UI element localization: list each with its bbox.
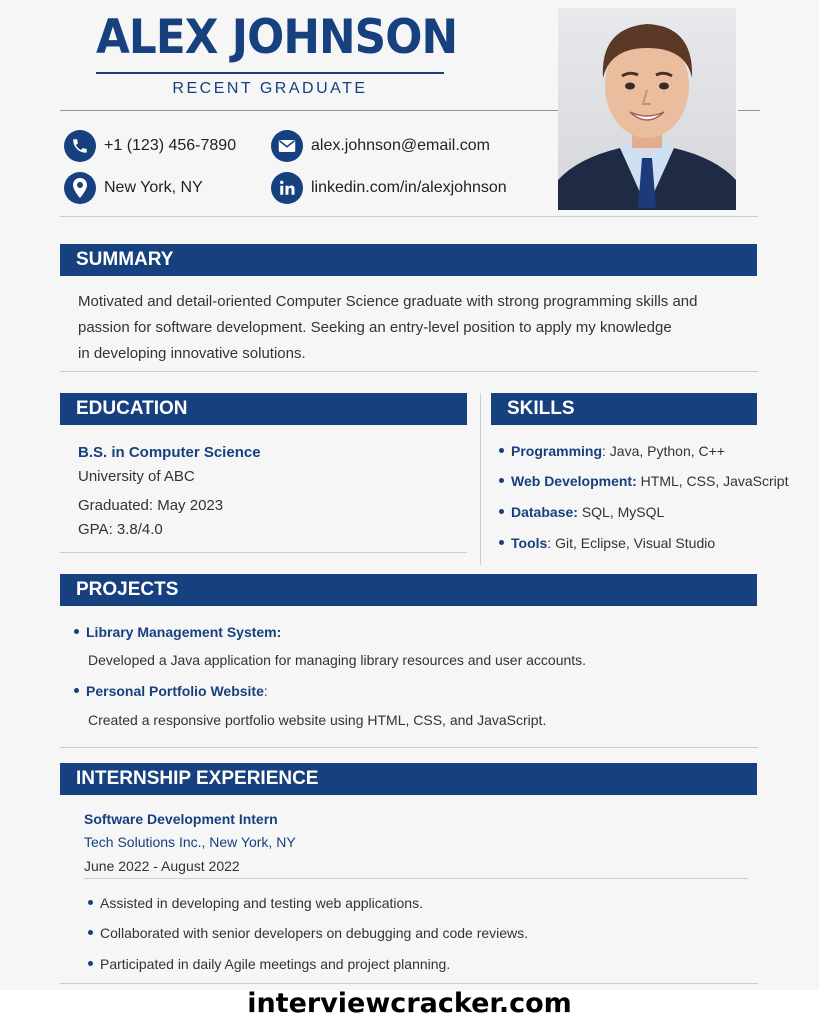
profile-photo (558, 8, 736, 210)
skill-label: Web Development: (511, 473, 637, 489)
skill-value: Git, Eclipse, Visual Studio (555, 535, 716, 551)
project-title-colon: : (263, 683, 268, 699)
bullet-icon (88, 900, 93, 905)
bullet-icon (499, 448, 504, 453)
education-graduated: Graduated: May 2023 (78, 497, 224, 514)
location-pin-icon (64, 172, 96, 204)
skill-value: Java, Python, C++ (609, 443, 725, 459)
email-text: alex.johnson@email.com (311, 137, 490, 154)
internship-dates: June 2022 - August 2022 (84, 858, 240, 874)
skill-sep: : (547, 535, 556, 551)
linkedin-icon (271, 172, 303, 204)
summary-line: Motivated and detail-oriented Computer Science graduate with strong programming skills and (78, 293, 698, 310)
internship-bullet (88, 956, 450, 972)
education-school: University of ABC (78, 468, 195, 485)
internship-bullet (88, 895, 423, 911)
skill-label: Database: (511, 504, 578, 520)
contact-linkedin (271, 172, 507, 204)
candidate-name: ALEX JOHNSON (96, 10, 458, 65)
project-desc: Created a responsive portfolio website using HTML, CSS, and JavaScript. (88, 712, 547, 728)
summary-text (78, 289, 758, 367)
skill-label: Programming (511, 443, 603, 459)
project-title (74, 624, 281, 640)
skill-label: Tools (511, 535, 548, 551)
contact-divider (60, 216, 758, 217)
education-gpa: GPA: 3.8/4.0 (78, 521, 163, 538)
skill-item (499, 473, 788, 489)
header-divider-right (738, 110, 760, 111)
project-title-text: Library Management System: (86, 624, 282, 640)
project-title (74, 683, 268, 699)
footer-site: interviewcracker.com (247, 988, 572, 1019)
contact-phone (64, 130, 236, 162)
project-desc: Developed a Java application for managing library resources and user accounts. (88, 652, 587, 668)
skill-item (499, 443, 725, 459)
education-divider (60, 552, 467, 553)
candidate-role: RECENT GRADUATE (172, 80, 368, 97)
summary-divider (60, 371, 758, 372)
project-title-text: Personal Portfolio Website (86, 683, 264, 699)
internship-company: Tech Solutions Inc., New York, NY (84, 834, 296, 850)
skill-value: HTML, CSS, JavaScript (640, 473, 789, 489)
internship-inner-divider (84, 878, 748, 879)
summary-line: in developing innovative solutions. (78, 345, 306, 362)
projects-heading: PROJECTS (60, 574, 757, 606)
bullet-icon (74, 629, 79, 634)
projects-divider (60, 747, 758, 748)
skill-sep: : (602, 443, 610, 459)
summary-line: passion for software development. Seeking an entry-level position to apply my knowledge (78, 319, 672, 336)
envelope-icon (271, 130, 303, 162)
skill-item (499, 535, 715, 551)
contact-location (64, 172, 203, 204)
skills-heading: SKILLS (491, 393, 757, 425)
header-divider (60, 110, 560, 111)
bullet-icon (88, 930, 93, 935)
phone-text: +1 (123) 456-7890 (104, 137, 237, 154)
location-text: New York, NY (104, 179, 203, 196)
internship-bullet-text: Assisted in developing and testing web applications. (100, 895, 423, 911)
contact-email (271, 130, 490, 162)
internship-title: Software Development Intern (84, 811, 278, 827)
bullet-icon (499, 540, 504, 545)
bullet-icon (499, 478, 504, 483)
bullet-icon (74, 688, 79, 693)
internship-bullet (88, 925, 528, 941)
skill-item (499, 504, 664, 520)
phone-icon (64, 130, 96, 162)
education-heading: EDUCATION (60, 393, 467, 425)
education-degree: B.S. in Computer Science (78, 444, 261, 461)
skill-value: SQL, MySQL (581, 504, 665, 520)
bullet-icon (88, 961, 93, 966)
column-divider (480, 393, 481, 565)
internship-bullet-text: Participated in daily Agile meetings and project planning. (100, 956, 451, 972)
internship-bullet-text: Collaborated with senior developers on debugging and code reviews. (100, 925, 529, 941)
internship-heading: INTERNSHIP EXPERIENCE (60, 763, 757, 795)
bullet-icon (499, 509, 504, 514)
summary-heading: SUMMARY (60, 244, 757, 276)
internship-divider (60, 983, 758, 984)
linkedin-text: linkedin.com/in/alexjohnson (311, 179, 507, 196)
name-underline (96, 72, 444, 74)
